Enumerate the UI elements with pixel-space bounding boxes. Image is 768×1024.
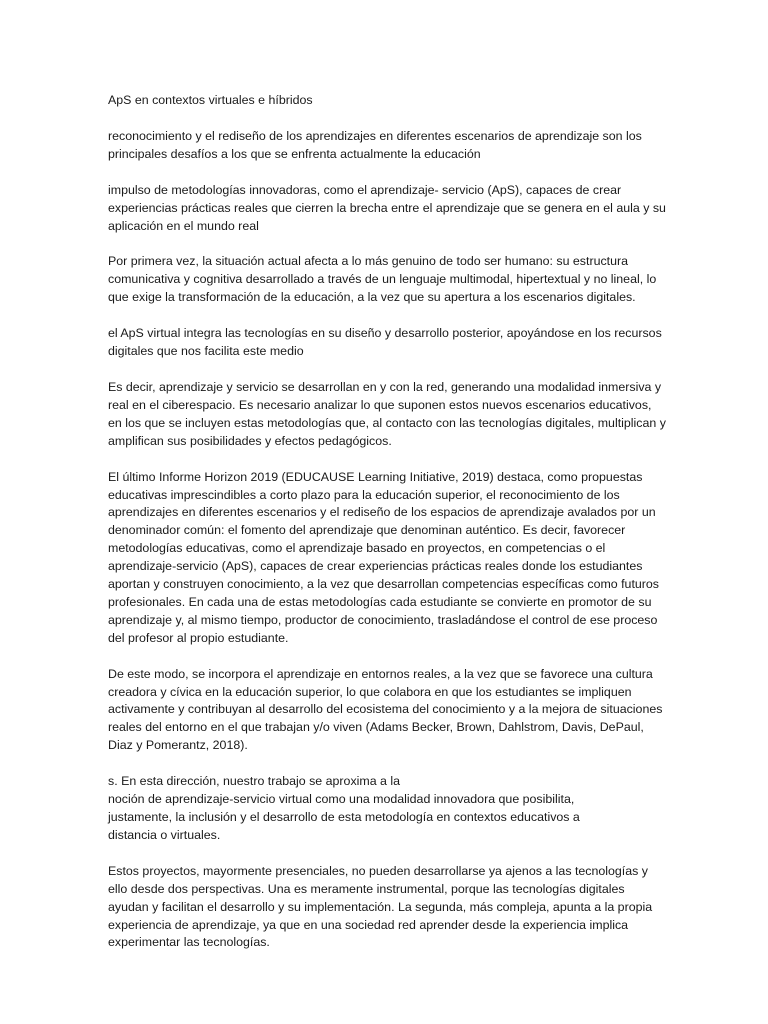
paragraph-8	[108, 773, 668, 845]
paragraph-3: Por primera vez, la situación actual afecta a lo más genuino de todo ser humano: su estructura comunicativa y cognitiva desarrollado a través de un lenguaje multimodal, hipertextual y no lineal, lo que exige la transformación de la educación, a la vez que su apertura a los escenarios digitales.	[108, 254, 657, 305]
document-title: ApS en contextos virtuales e híbridos	[108, 93, 313, 107]
paragraph-7: De este modo, se incorpora el aprendizaje en entornos reales, a la vez que se favorece una cultura creadora y cívica en la educación superior, lo que colabora en que los estudiantes se impliquen activamente y contribuyan al desarrollo del ecosistema del conocimiento y a la mejora de situaciones reales del entorno en el que trabajan y/o viven (Adams Becker, Brown, Dahlstrom, Davis, DePaul, Diaz y Pomerantz, 2018).	[108, 666, 663, 753]
paragraph-2: impulso de metodologías innovadoras, como el aprendizaje- servicio (ApS), capaces de crear experiencias prácticas reales que cierren la brecha entre el aprendizaje que se genera en el aula y su aplicación en el mundo real	[108, 182, 666, 233]
paragraph-8-line: distancia o virtuales.	[108, 827, 221, 842]
paragraph-8-line: noción de aprendizaje-servicio virtual como una modalidad innovadora que posibilita,	[108, 792, 575, 807]
paragraph-8-line: justamente, la inclusión y el desarrollo de esta metodología en contextos educativos a	[108, 810, 580, 824]
document-page	[108, 92, 668, 970]
paragraph-6: El último Informe Horizon 2019 (EDUCAUSE Learning Initiative, 2019) destaca, como propuestas educativas imprescindibles a corto plazo para la educación superior, el reconocimiento de los aprendizajes en diferentes escenarios y el rediseño de los espacios de aprendizaje avalados por un denominador común: el fomento del aprendizaje que denominan auténtico. Es decir, favorecer metodologías educativas, como el aprendizaje basado en proyectos, en competencias o el aprendizaje-servicio (ApS), capaces de crear experiencias prácticas reales donde los estudiantes aportan y construyen conocimiento, a la vez que desarrollan competencias específicas como futuros profesionales. En cada una de estas metodologías cada estudiante se convierte en promotor de su aprendizaje y, al mismo tiempo, productor de conocimiento, trasladándose el control de ese proceso del profesor al propio estudiante.	[108, 469, 659, 645]
paragraph-5: Es decir, aprendizaje y servicio se desarrollan en y con la red, generando una modalidad inmersiva y real en el ciberespacio. Es necesario analizar lo que suponen estos nuevos escenarios educativos, en los que se incluyen estas metodologías que, al contacto con las tecnologías digitales, multiplican y amplifican sus posibilidades y efectos pedagógicos.	[108, 379, 666, 448]
paragraph-4: el ApS virtual integra las tecnologías en su diseño y desarrollo posterior, apoyándose en los recursos digitales que nos facilita este medio	[108, 326, 662, 359]
paragraph-8-line: s. En esta dirección, nuestro trabajo se aproxima a la	[108, 774, 401, 789]
paragraph-9: Estos proyectos, mayormente presenciales, no pueden desarrollarse ya ajenos a las tecnologías y ello desde dos perspectivas. Una es meramente instrumental, porque las tecnologías digitales ayudan y facilitan el desarrollo y su implementación. La segunda, más compleja, apunta a la propia experiencia de aprendizaje, ya que en una sociedad red aprender desde la experiencia implica experimentar las tecnologías.	[108, 863, 653, 950]
paragraph-1: reconocimiento y el rediseño de los aprendizajes en diferentes escenarios de aprendizaje son los principales desafíos a los que se enfrenta actualmente la educación	[108, 128, 642, 161]
